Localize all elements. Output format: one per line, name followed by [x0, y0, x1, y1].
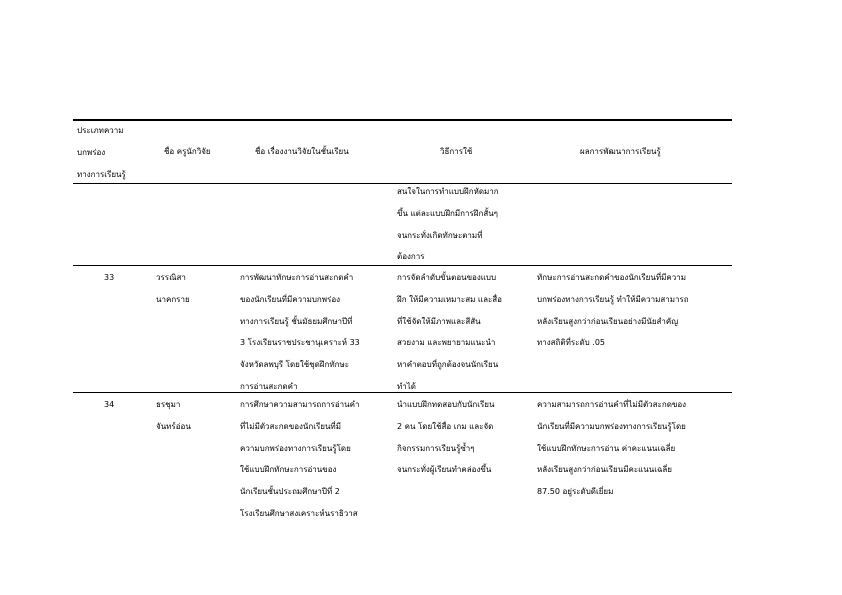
- header-type-line: ทางการเรียนรู้: [77, 169, 126, 179]
- row-33-researcher: [156, 267, 190, 311]
- text-line: ธรชุมา: [156, 400, 181, 409]
- row-34-researcher: [156, 394, 191, 438]
- row-34-title: [240, 394, 359, 525]
- row-34-result: [537, 394, 686, 503]
- continuation-method: [397, 181, 499, 268]
- text-line: วรรณิสา: [156, 273, 186, 282]
- text-line: นาคกราย: [156, 294, 190, 304]
- header-researcher: ชื่อ ครูนักวิจัย: [164, 147, 211, 156]
- row-33-result: [537, 267, 689, 354]
- text-line: ของนักเรียนที่มีความบกพร่อง: [240, 294, 341, 304]
- text-line: ทางการเรียนรู้ ชั้นมัธยมศึกษาปีที่: [240, 316, 353, 326]
- text-line: หลังเรียนสูงกว่าก่อนเรียนอย่างมีนัยสำคัญ: [537, 316, 679, 326]
- header-type-line: บกพร่อง: [77, 147, 106, 157]
- header-result: ผลการพัฒนาการเรียนรู้: [580, 147, 661, 156]
- text-line: ที่ไม่มีตัวสะกดของนักเรียนที่มี: [240, 421, 341, 431]
- text-line: การอ่านสะกดคำ: [240, 381, 298, 391]
- text-line: สวยงาม และพยายามแนะนำ: [397, 338, 496, 348]
- text-line: หาคำตอบที่ถูกต้องจนนักเรียน: [397, 360, 499, 370]
- text-line: ที่ใช้จัดให้มีภาพและสีสัน: [397, 316, 481, 326]
- text-line: ใช้แบบฝึกทักษะการอ่าน ค่าคะแนนเฉลี่ย: [537, 443, 676, 453]
- text-line: การจัดลำดับขั้นตอนของแบบ: [397, 273, 497, 282]
- text-line: โรงเรียนศึกษาสงเคราะห์นราธิวาส: [240, 508, 358, 518]
- header-title: ชื่อ เรื่องงานวิจัยในชั้นเรียน: [255, 147, 349, 156]
- text-line: ขึ้น แต่ละแบบฝึกมีการฝึกสั้นๆ: [397, 208, 498, 218]
- text-line: ความบกพร่องทางการเรียนรู้โดย: [240, 443, 351, 453]
- text-line: ทำได้: [397, 381, 416, 391]
- text-line: ทักษะการอ่านสะกดคำของนักเรียนที่มีความ: [537, 273, 686, 282]
- text-line: 3 โรงเรียนราชประชานุเคราะห์ 33: [240, 338, 360, 348]
- text-line: นักเรียนชั้นประถมศึกษาปีที่ 2: [240, 487, 340, 497]
- text-line: กิจกรรมการเรียนรู้ซ้ำๆ: [397, 443, 475, 453]
- text-line: สนใจในการทำแบบฝึกหัดมาก: [397, 187, 499, 196]
- header-method: วิธีการใช้: [440, 147, 473, 156]
- header-type-line: ประเภทความ: [77, 126, 124, 135]
- header-type: [77, 120, 126, 185]
- row-34-method: [397, 394, 494, 481]
- text-line: จนกระทั่งผู้เรียนทำคล่องขึ้น: [397, 465, 492, 475]
- text-line: นำแบบฝึกทดสอบกับนักเรียน: [397, 400, 495, 409]
- text-line: นักเรียนที่มีความบกพร่องทางการเรียนรู้โดย: [537, 421, 686, 431]
- text-line: หลังเรียนสูงกว่าก่อนเรียนมีคะแนนเฉลี่ย: [537, 465, 672, 475]
- row-34-number: 34: [104, 400, 115, 409]
- text-line: การศึกษาความสามารถการอ่านคำ: [240, 400, 360, 409]
- table-top-rule: [73, 119, 732, 121]
- text-line: ฝึก ให้มีความเหมาะสม และสื่อ: [397, 294, 502, 304]
- text-line: 87.50 อยู่ระดับดีเยี่ยม: [537, 487, 614, 497]
- text-line: ใช้แบบฝึกทักษะการอ่านของ: [240, 465, 337, 475]
- text-line: บกพร่องทางการเรียนรู้ ทำให้มีความสามารถ: [537, 294, 689, 304]
- text-line: ทางสถิติที่ระดับ .05: [537, 338, 605, 348]
- text-line: จันทร์อ่อน: [156, 421, 191, 431]
- text-line: การพัฒนาทักษะการอ่านสะกดคำ: [240, 273, 354, 282]
- text-line: 2 คน โดยใช้สื่อ เกม และจัด: [397, 421, 494, 431]
- text-line: จังหวัดลพบุรี โดยใช้ชุดฝึกทักษะ: [240, 360, 350, 370]
- row-33-title: [240, 267, 360, 398]
- text-line: ต้องการ: [397, 252, 425, 262]
- row-33-method: [397, 267, 502, 398]
- row-33-number: 33: [104, 273, 115, 282]
- text-line: ความสามารถการอ่านคำที่ไม่มีตัวสะกดของ: [537, 400, 687, 409]
- text-line: จนกระทั่งเกิดทักษะตามที่: [397, 230, 483, 240]
